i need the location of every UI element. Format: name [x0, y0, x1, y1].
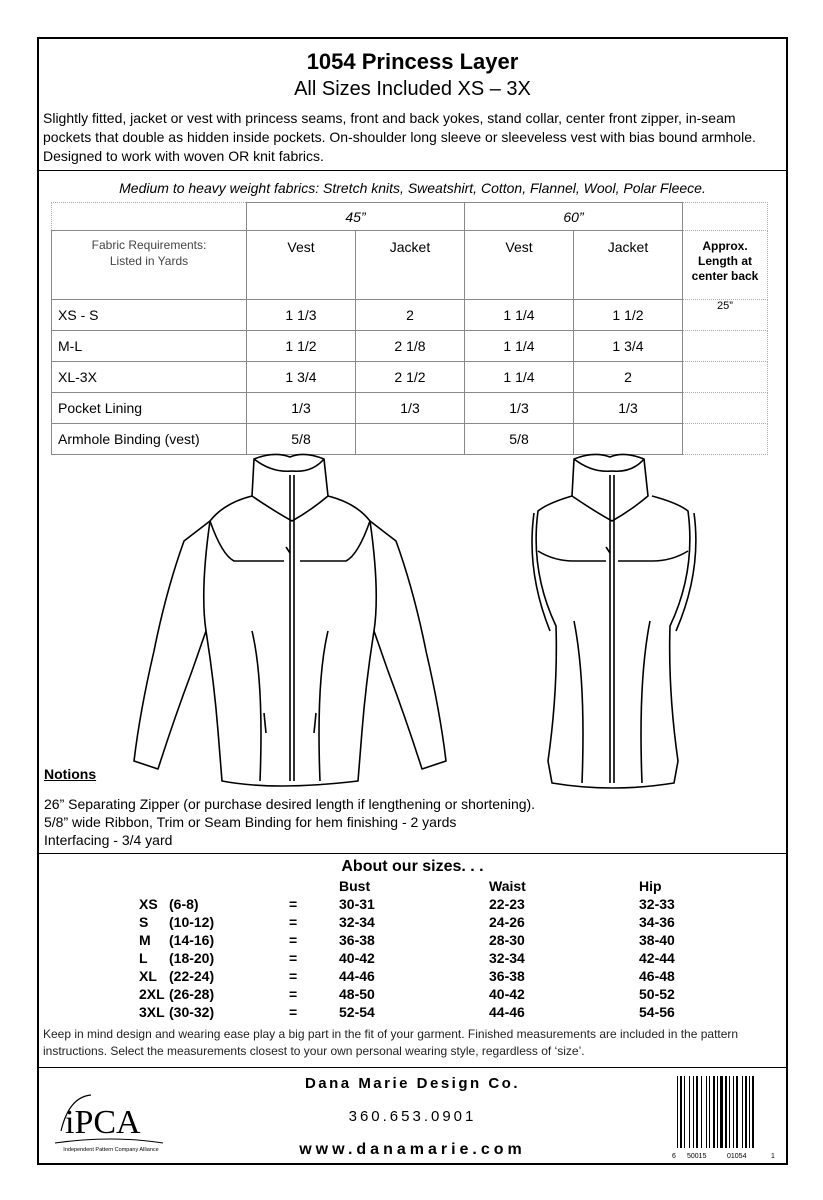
size-row: [139, 985, 719, 1003]
table-row: [52, 300, 768, 331]
hip-header: Hip: [639, 878, 662, 894]
jacket-illustration: [114, 451, 464, 796]
waist-header: Waist: [489, 878, 526, 894]
barcode-bar: [749, 1076, 750, 1148]
barcode-bar: [696, 1076, 698, 1148]
row-label: Pocket Lining: [52, 393, 247, 424]
length-cell: [683, 362, 768, 393]
barcode-digit: 1: [771, 1153, 775, 1160]
company-name: Dana Marie Design Co.: [304, 1075, 521, 1092]
cell: 1 3/4: [247, 362, 356, 393]
cell: 2 1/8: [356, 331, 465, 362]
bust: 36-38: [339, 932, 375, 948]
hip: 42-44: [639, 950, 675, 966]
cell: 1/3: [465, 393, 574, 424]
company-website[interactable]: www.danamarie.com: [299, 1141, 526, 1158]
equals: =: [289, 986, 298, 1002]
barcode-bar: [720, 1076, 723, 1148]
barcode-bar: [689, 1076, 690, 1148]
cell: 2: [574, 362, 683, 393]
size-label: M: [139, 932, 151, 948]
barcode-bar: [701, 1076, 702, 1148]
cell: 1/3: [356, 393, 465, 424]
size-range: (10-12): [169, 914, 215, 930]
equals: =: [289, 968, 298, 984]
cell: 5/8: [465, 424, 574, 455]
barcode-bar: [745, 1076, 747, 1148]
cell: 1 3/4: [574, 331, 683, 362]
size-chart: [139, 877, 719, 1021]
equals: =: [289, 1004, 298, 1020]
size-label: S: [139, 914, 149, 930]
table-row: [52, 362, 768, 393]
length-cell: [683, 331, 768, 362]
cell: 1 1/4: [465, 300, 574, 331]
col-jacket-60: Jacket: [574, 231, 683, 300]
company-phone: 360.653.0901: [348, 1108, 477, 1125]
size-range: (26-28): [169, 986, 215, 1002]
hip: 34-36: [639, 914, 675, 930]
barcode: [671, 1074, 777, 1160]
length-cell: [683, 393, 768, 424]
fabric-recommendations: Medium to heavy weight fabrics: Stretch knits, Sweatshirt, Cotton, Flannel, Wool, Polar Fleece.: [119, 180, 706, 196]
hip: 54-56: [639, 1004, 675, 1020]
barcode-bar: [677, 1076, 678, 1148]
divider: [39, 1067, 786, 1068]
bust: 30-31: [339, 896, 375, 912]
fit-disclaimer: Keep in mind design and wearing ease play a big part in the fit of your garment. Finished measurements are included in the pattern instructions. Select the measurements closest to your own personal wearing style, regardless of ‘size’.: [43, 1027, 739, 1058]
row-label: M-L: [52, 331, 247, 362]
hip: 38-40: [639, 932, 675, 948]
size-range: (30-32): [169, 1004, 215, 1020]
waist: 28-30: [489, 932, 525, 948]
bust: 48-50: [339, 986, 375, 1002]
notion-item: 26” Separating Zipper (or purchase desired length if lengthening or shortening).: [44, 796, 536, 812]
bust: 52-54: [339, 1004, 375, 1020]
notion-item: 5/8” wide Ribbon, Trim or Seam Binding for hem finishing - 2 yards: [44, 814, 457, 830]
size-range: (14-16): [169, 932, 215, 948]
barcode-bar: [680, 1076, 682, 1148]
cell: 1/3: [574, 393, 683, 424]
barcode-bar: [729, 1076, 730, 1148]
pattern-subtitle: All Sizes Included XS – 3X: [294, 78, 531, 100]
table-row: [52, 424, 768, 455]
cell: 1/3: [247, 393, 356, 424]
waist: 22-23: [489, 896, 525, 912]
col-vest-60: Vest: [465, 231, 574, 300]
hip: 32-33: [639, 896, 675, 912]
row-label: XS - S: [52, 300, 247, 331]
size-label: 3XL: [139, 1004, 165, 1020]
notions-heading: Notions: [44, 766, 97, 782]
cell: 2 1/2: [356, 362, 465, 393]
barcode-bar: [752, 1076, 754, 1148]
equals: =: [289, 950, 298, 966]
equals: =: [289, 914, 298, 930]
hip: 50-52: [639, 986, 675, 1002]
pattern-title: 1054 Princess Layer: [306, 49, 519, 74]
size-row: [139, 949, 719, 967]
cell: 1 1/3: [247, 300, 356, 331]
col-jacket-45: Jacket: [356, 231, 465, 300]
waist: 32-34: [489, 950, 525, 966]
size-range: (22-24): [169, 968, 215, 984]
bust-header: Bust: [339, 878, 371, 894]
barcode-bar: [725, 1076, 727, 1148]
divider: [39, 853, 786, 854]
logo-subtext: Independent Pattern Company Alliance: [63, 1147, 159, 1153]
barcode-bar: [742, 1076, 743, 1148]
col-vest-45: Vest: [247, 231, 356, 300]
width-60-header: 60”: [465, 203, 683, 231]
cell: 1 1/2: [574, 300, 683, 331]
equals: =: [289, 896, 298, 912]
length-cell: 25”: [683, 300, 768, 331]
waist: 40-42: [489, 986, 525, 1002]
size-row: [139, 913, 719, 931]
length-cell: [683, 424, 768, 455]
waist: 44-46: [489, 1004, 525, 1020]
size-row: [139, 895, 719, 913]
size-label: L: [139, 950, 148, 966]
pattern-back-cover: [37, 37, 788, 1165]
barcode-digit: 6: [672, 1153, 676, 1160]
cell: 2: [356, 300, 465, 331]
barcode-bar: [713, 1076, 715, 1148]
logo-text: iPCA: [65, 1104, 141, 1141]
barcode-bar: [709, 1076, 710, 1148]
equals: =: [289, 932, 298, 948]
barcode-bar: [693, 1076, 694, 1148]
row-label: Armhole Binding (vest): [52, 424, 247, 455]
length-header: Approx. Length at center back: [683, 231, 768, 300]
cell: 1 1/4: [465, 331, 574, 362]
cell: [356, 424, 465, 455]
cell: 5/8: [247, 424, 356, 455]
size-row: [139, 931, 719, 949]
size-label: XS: [139, 896, 158, 912]
size-label: XL: [139, 968, 157, 984]
barcode-digits: 01054: [727, 1153, 747, 1160]
barcode-bar: [706, 1076, 707, 1148]
barcode-digits: 50015: [687, 1153, 707, 1160]
size-range: (18-20): [169, 950, 215, 966]
vest-illustration: [514, 451, 734, 796]
size-label: 2XL: [139, 986, 165, 1002]
row-label: XL-3X: [52, 362, 247, 393]
notions-section: [44, 765, 535, 849]
size-row: [139, 1003, 719, 1021]
barcode-bar: [733, 1076, 734, 1148]
requirements-label: Fabric Requirements: Listed in Yards: [52, 231, 247, 300]
notion-item: Interfacing - 3/4 yard: [44, 832, 173, 848]
divider: [39, 170, 786, 171]
waist: 36-38: [489, 968, 525, 984]
cell: 1 1/2: [247, 331, 356, 362]
size-row: [139, 967, 719, 985]
waist: 24-26: [489, 914, 525, 930]
barcode-bar: [684, 1076, 685, 1148]
bust: 44-46: [339, 968, 375, 984]
cell: 1 1/4: [465, 362, 574, 393]
size-range: (6-8): [169, 896, 199, 912]
table-row: [52, 393, 768, 424]
pattern-description: Slightly fitted, jacket or vest with princess seams, front and back yokes, stand collar, center front zipper, in-seam pockets that double as hidden inside pockets. On-shoulder long sleeve or sleeveless vest with bias bound armhole. Designed to work with woven OR knit fabrics.: [43, 110, 756, 164]
hip: 46-48: [639, 968, 675, 984]
bust: 40-42: [339, 950, 375, 966]
width-45-header: 45”: [247, 203, 465, 231]
cell: [574, 424, 683, 455]
bust: 32-34: [339, 914, 375, 930]
table-row: [52, 331, 768, 362]
sizes-title: About our sizes. . .: [341, 858, 484, 875]
barcode-bar: [736, 1076, 738, 1148]
barcode-bar: [717, 1076, 718, 1148]
fabric-requirements-table: [51, 202, 768, 455]
